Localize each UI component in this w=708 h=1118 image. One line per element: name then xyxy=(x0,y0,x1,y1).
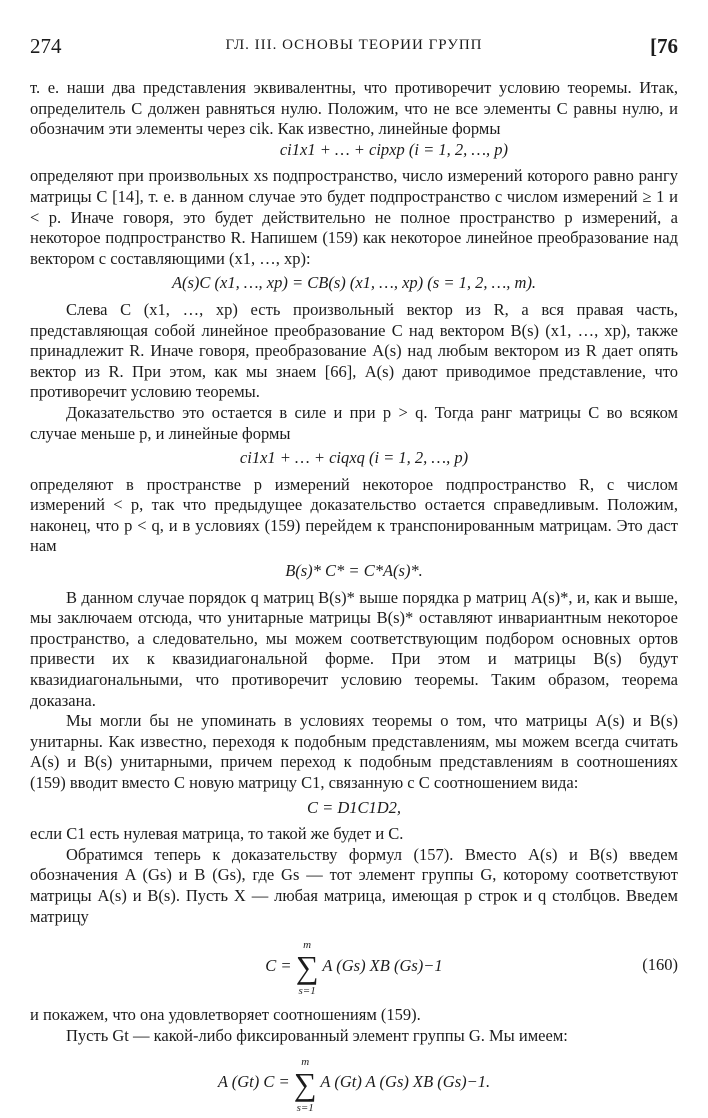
paragraph: Мы могли бы не упоминать в условиях теоремы о том, что матрицы A(s) и B(s) унитарны. Как известно, переходя к подобным представлениям, мы можем всегда считать A(s) и B(s) унитарными, причем переход к подобным представлениям в соотношениях (159) вводит вместо C новую матрицу C1, связанную с C соотношением вида: xyxy=(30,711,678,792)
paragraph: Слева C (x1, …, xp) есть произвольный вектор из R, а вся правая часть, представляющая собой линейное преобразование C над вектором B(s) (x1, …, xp), также принадлежит R. Иначе говоря, преобразование A(s) над любым вектором из R дает опять вектор из R. При этом, как мы знаем [66], A(s) дают приводимое представление, что противоречит условию теоремы. xyxy=(30,299,678,402)
paragraph: определяют при произвольных xs подпространство, число измерений которого равно рангу матрицы C [14], т. е. в данном случае это будет подпространство с числом измерений ≥ 1 и < p. Иначе говоря, это будет действительно не полное пространство p измерений, а некоторое подпространство R. Напишем (159) как некоторое линейное преобразование над вектором с составляющими (x1, …, xp): xyxy=(30,166,678,268)
sum-lower-limit: s=1 xyxy=(298,985,316,998)
paragraph: В данном случае порядок q матриц B(s)* выше порядка p матриц A(s)*, и, как и выше, мы заключаем отсюда, что унитарные матрицы B(s)* оставляют инвариантным некоторое пространство, а следовательно, мы можем соответствующим подбором основных ортов привести их к квазидиагональной форме. При этом и матрицы B(s) будут квазидиагональными, что противоречит условию теоремы. Таким образом, теорема доказана. xyxy=(30,587,678,710)
last-rhs: A (Gt) A (Gs) XB (Gs)−1. xyxy=(320,1072,491,1092)
paragraph: Обратимся теперь к доказательству формул (157). Вместо A(s) и B(s) введем обозначения A (Gs) и B (Gs), где Gs — тот элемент группы G, которому соответствуют матрицы A(s) и B(s). Пусть X — любая матрица, имеющая p строк и q столбцов. Введем матрицу xyxy=(30,844,678,926)
formula-transposed: B(s)* C* = C*A(s)*. xyxy=(285,561,423,581)
section-number: [76 xyxy=(650,34,678,58)
paragraph: Доказательство это остается в силе и при p > q. Тогда ранг матрицы C во всяком случае меньше p, и линейные формы xyxy=(30,402,678,443)
equation-number: (160) xyxy=(642,955,678,975)
paragraph: и покажем, что она удовлетворяет соотношениям (159). xyxy=(30,1005,421,1025)
paragraph: т. е. наши два представления эквивалентны, что противоречит условию теоремы. Итак, определитель C должен равняться нулю. Положим, что не все элементы C равны нулю, и обозначим эти элементы через cik. Как известно, линейные формы xyxy=(30,78,678,139)
formula-similar: C = D1C1D2, xyxy=(306,797,402,817)
formula-linear-forms-q: ci1x1 + … + ciqxq (i = 1, 2, …, p) xyxy=(239,448,469,468)
page-header xyxy=(30,34,678,60)
page-body xyxy=(30,78,678,1118)
summation xyxy=(296,936,319,998)
sum-lower-limit: s=1 xyxy=(296,1101,314,1114)
page-number: 274 xyxy=(30,34,62,58)
eq160-rhs: A (Gs) XB (Gs)−1 xyxy=(322,956,443,976)
equation-160 xyxy=(30,933,678,999)
paragraph: Пусть Gt — какой-либо фиксированный элемент группы G. Мы имеем: xyxy=(66,1025,568,1045)
summation xyxy=(294,1053,317,1115)
chapter-title: ГЛ. III. ОСНОВЫ ТЕОРИИ ГРУПП xyxy=(225,37,483,53)
last-lhs: A (Gt) C = xyxy=(217,1072,290,1092)
sum-upper-limit: m xyxy=(303,939,312,952)
sigma-symbol: ∑ xyxy=(293,1065,317,1102)
sigma-symbol: ∑ xyxy=(295,949,319,986)
formula-linear-forms-p: ci1x1 + … + cipxp (i = 1, 2, …, p) xyxy=(279,139,508,159)
formula-transform: A(s)C (x1, …, xp) = CB(s) (x1, …, xp) (s = 1, 2, …, m). xyxy=(171,273,537,293)
equation-last xyxy=(30,1052,678,1112)
eq160-lhs: C = xyxy=(265,956,292,976)
sum-upper-limit: m xyxy=(301,1055,310,1068)
paragraph: определяют в пространстве p измерений некоторое подпространство R, с числом измерений < p, так что предыдущее доказательство остается справедливым. Положим, наконец, что p < q, и в условиях (159) перейдем к транспонированным матрицам. Это даст нам xyxy=(30,474,678,556)
paragraph: если C1 есть нулевая матрица, то такой же будет и C. xyxy=(30,824,404,844)
